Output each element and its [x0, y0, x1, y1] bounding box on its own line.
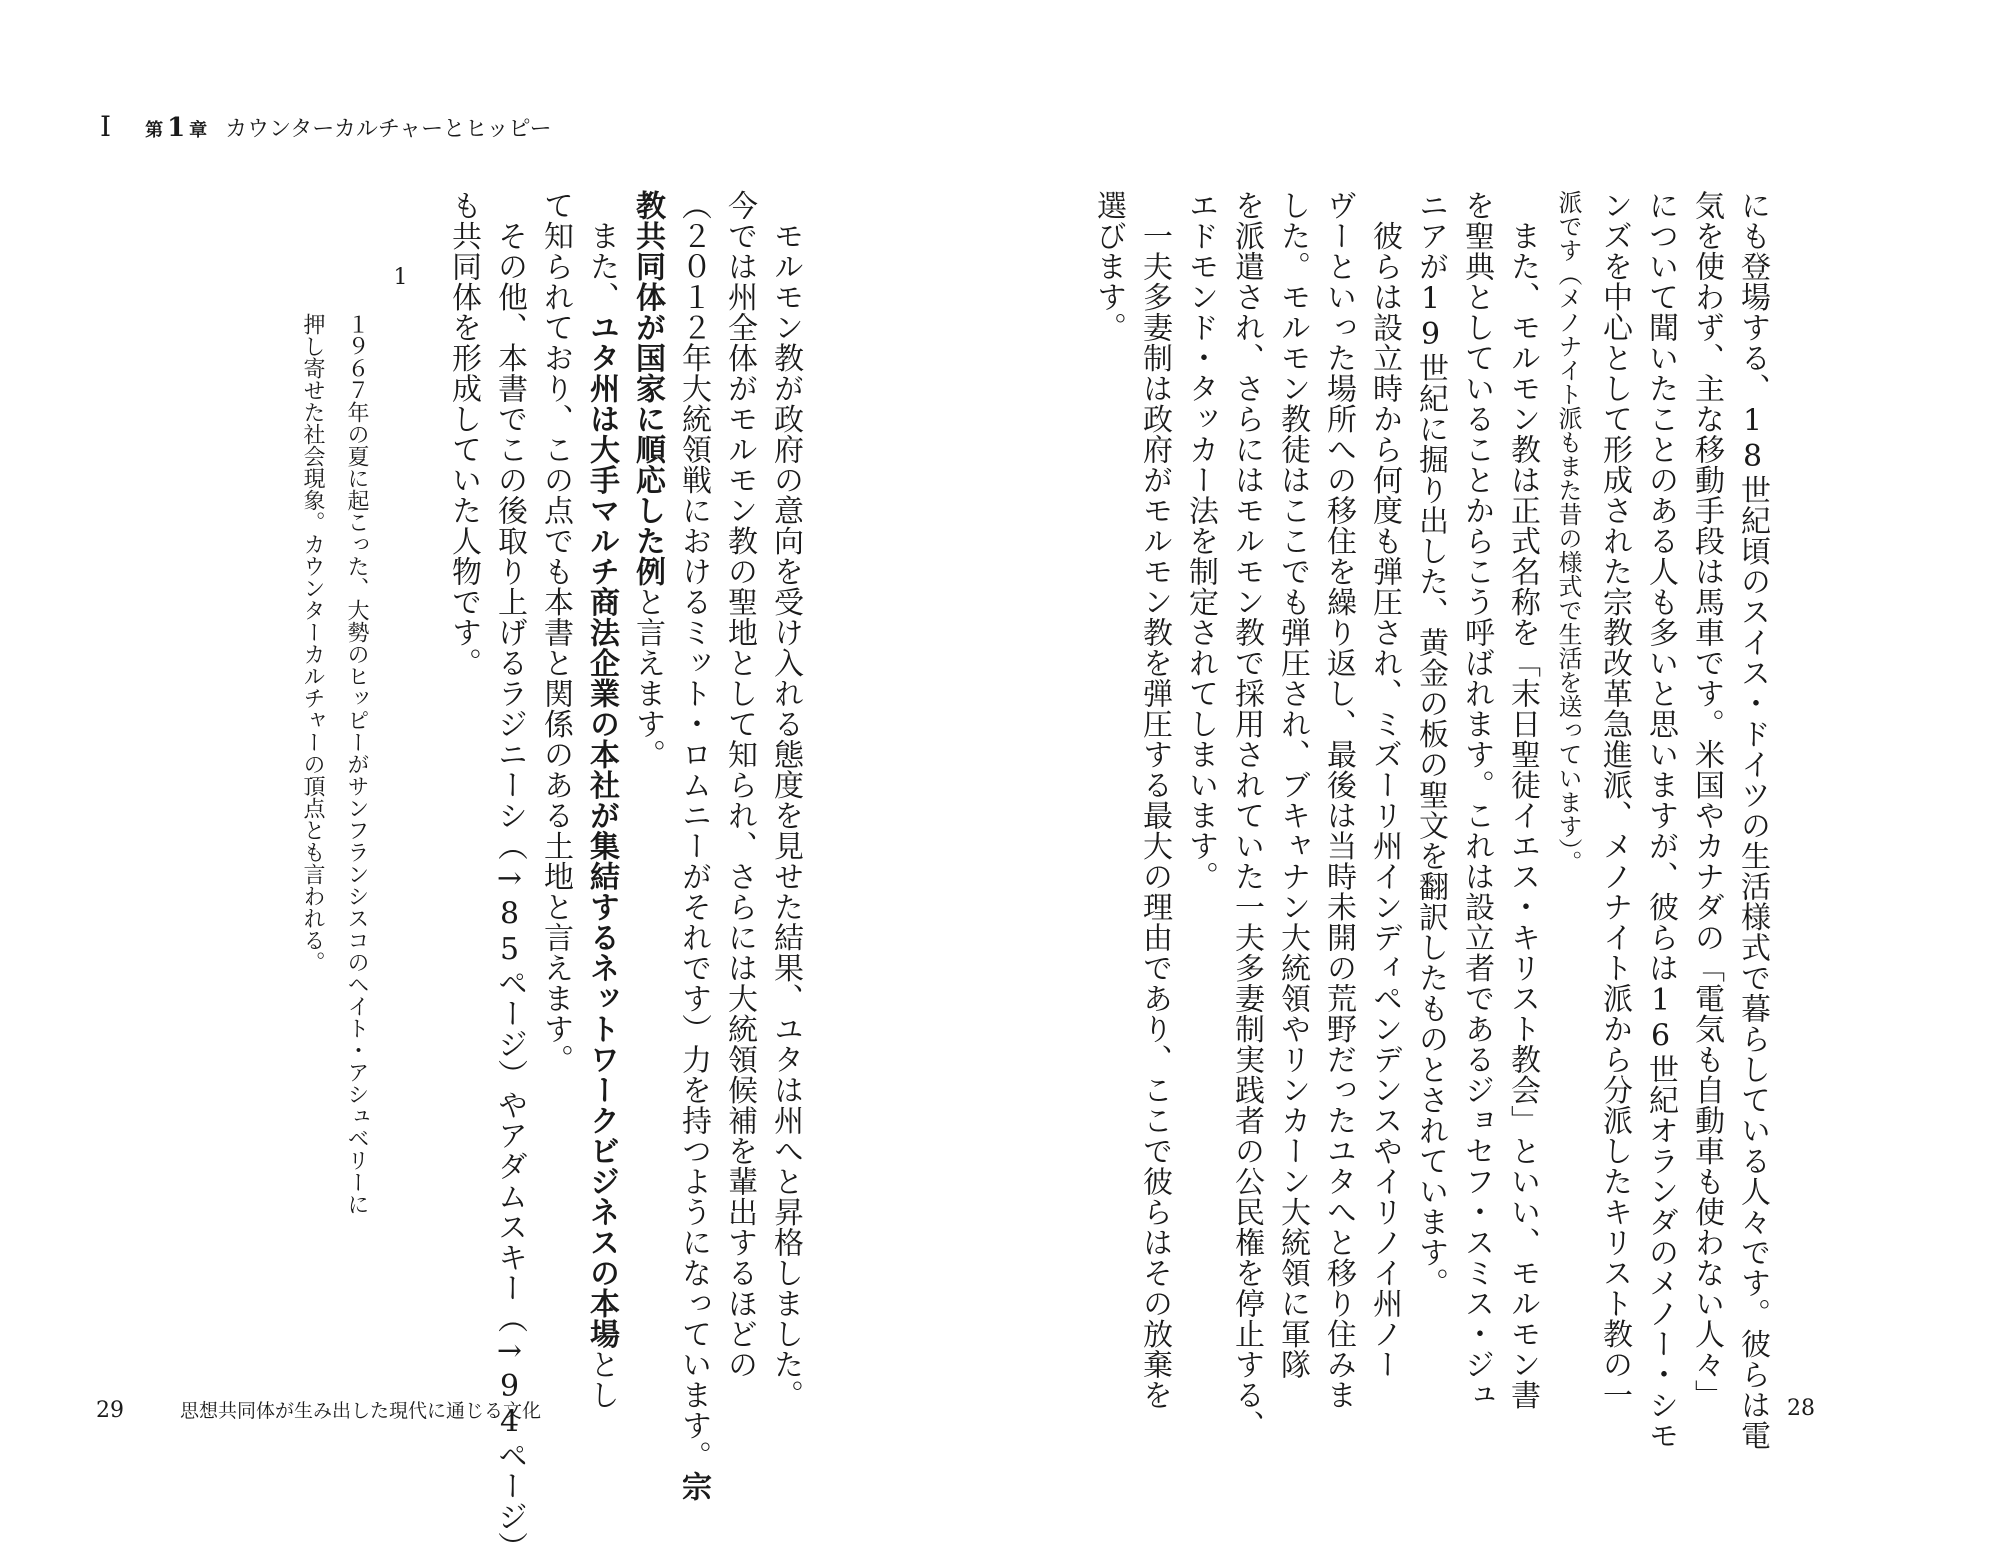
body-line: 派です（メノナイト派もまた昔の様式で生活を送っています）。: [1554, 190, 1582, 874]
body-line: 今では州全体がモルモン教の聖地として知られ、さらには大統領候補を輩出するほどの: [722, 190, 757, 1380]
body-line: ンズを中心として形成された宗教改革急進派、メノナイト派から分派したキリスト教の一: [1597, 190, 1632, 1410]
page-number-left: 29: [96, 1398, 124, 1423]
chapter-heading: [145, 112, 552, 143]
page-number-right: 28: [1787, 1396, 1815, 1421]
body-line: （２０１２年大統領戦におけるミット・ロムニーがそれです）力を持つようになっています。宗: [676, 190, 711, 1502]
footnote: [290, 265, 422, 1345]
chapter-label: 第: [145, 120, 164, 141]
left-page-body: [440, 190, 808, 1562]
section-title: 思想共同体が生み出した現代に通じる文化: [180, 1400, 542, 1422]
body-line: 一夫多妻制は政府がモルモン教を弾圧する最大の理由であり、ここで彼らはその放棄を: [1137, 190, 1172, 1410]
footnote-line: １９６７年の夏に起こった、大勢のヒッピーがサンフランシスコのヘイト・アシュベリーに: [344, 313, 369, 1215]
body-line: にも登場する、18世紀頃のスイス・ドイツの生活様式で暮らしている人々です。彼らは電: [1735, 190, 1770, 1451]
emphasis-text: 宗: [676, 1471, 711, 1502]
running-header: [100, 110, 552, 143]
body-line: した。モルモン教徒はここでも弾圧され、ブキャナン大統領やリンカーン大統領に軍隊: [1275, 190, 1310, 1380]
body-line: 彼らは設立時から何度も弾圧され、ミズーリ州インディペンデンスやイリノイ州ノー: [1367, 190, 1402, 1380]
body-line: 教共同体が国家に順応した例と言えます。: [630, 190, 665, 770]
emphasis-text: 教共同体が国家に順応した例: [630, 190, 665, 587]
body-line: また、ユタ州は大手マルチ商法企業の本社が集結するネットワークビジネスの本場とし: [584, 190, 619, 1410]
body-line: ヴーといった場所への移住を繰り返し、最後は当時未開の荒野だったユタへと移り住みま: [1321, 190, 1356, 1410]
body-line: を聖典としていることからこう呼ばれます。これは設立者であるジョセフ・スミス・ジュ: [1459, 190, 1494, 1410]
body-line: を派遣され、さらにはモルモン教で採用されていた一夫多妻制実践者の公民権を停止する、: [1229, 190, 1264, 1441]
body-line: ニアが19世紀に掘り出した、黄金の板の聖文を翻訳したものとされています。: [1413, 190, 1448, 1298]
left-page-footer: [96, 1396, 541, 1423]
chapter-suffix: 章: [189, 120, 208, 141]
body-line: 気を使わず、主な移動手段は馬車です。米国やカナダの「電気も自動車も使わない人々」: [1689, 190, 1724, 1410]
body-line: も共同体を形成していた人物です。: [446, 190, 481, 678]
footnote-line: 押し寄せた社会現象。カウンターカルチャーの頂点とも言われる。: [300, 313, 325, 973]
body-line: モルモン教が政府の意向を受け入れる態度を見せた結果、ユタは州へと昇格しました。: [768, 190, 803, 1410]
body-line: その他、本書でこの後取り上げるラジニーシ（→85ページ）やアダムスキー（→94ページ）: [492, 190, 527, 1562]
footnote-number: 1: [388, 265, 413, 290]
body-line: エドモンド・タッカー法を制定されてしまいます。: [1183, 190, 1218, 892]
emphasis-text: ユタ州は大手マルチ商法企業の本社が集結するネットワークビジネスの本場: [584, 312, 619, 1349]
body-line: また、モルモン教は正式名称を「末日聖徒イエス・キリスト教会」といい、モルモン書: [1505, 190, 1540, 1410]
right-page-body: [1085, 190, 1775, 1451]
body-line: て知られており、この点でも本書と関係のある土地と言えます。: [538, 190, 573, 1075]
part-number: I: [100, 110, 112, 143]
body-line: について聞いたことのある人も多いと思いますが、彼らは16世紀オランダのメノー・シモ: [1643, 190, 1678, 1451]
body-line: 選びます。: [1091, 190, 1126, 343]
chapter-title: カウンターカルチャーとヒッピー: [225, 117, 552, 142]
chapter-number: 1: [167, 113, 186, 143]
